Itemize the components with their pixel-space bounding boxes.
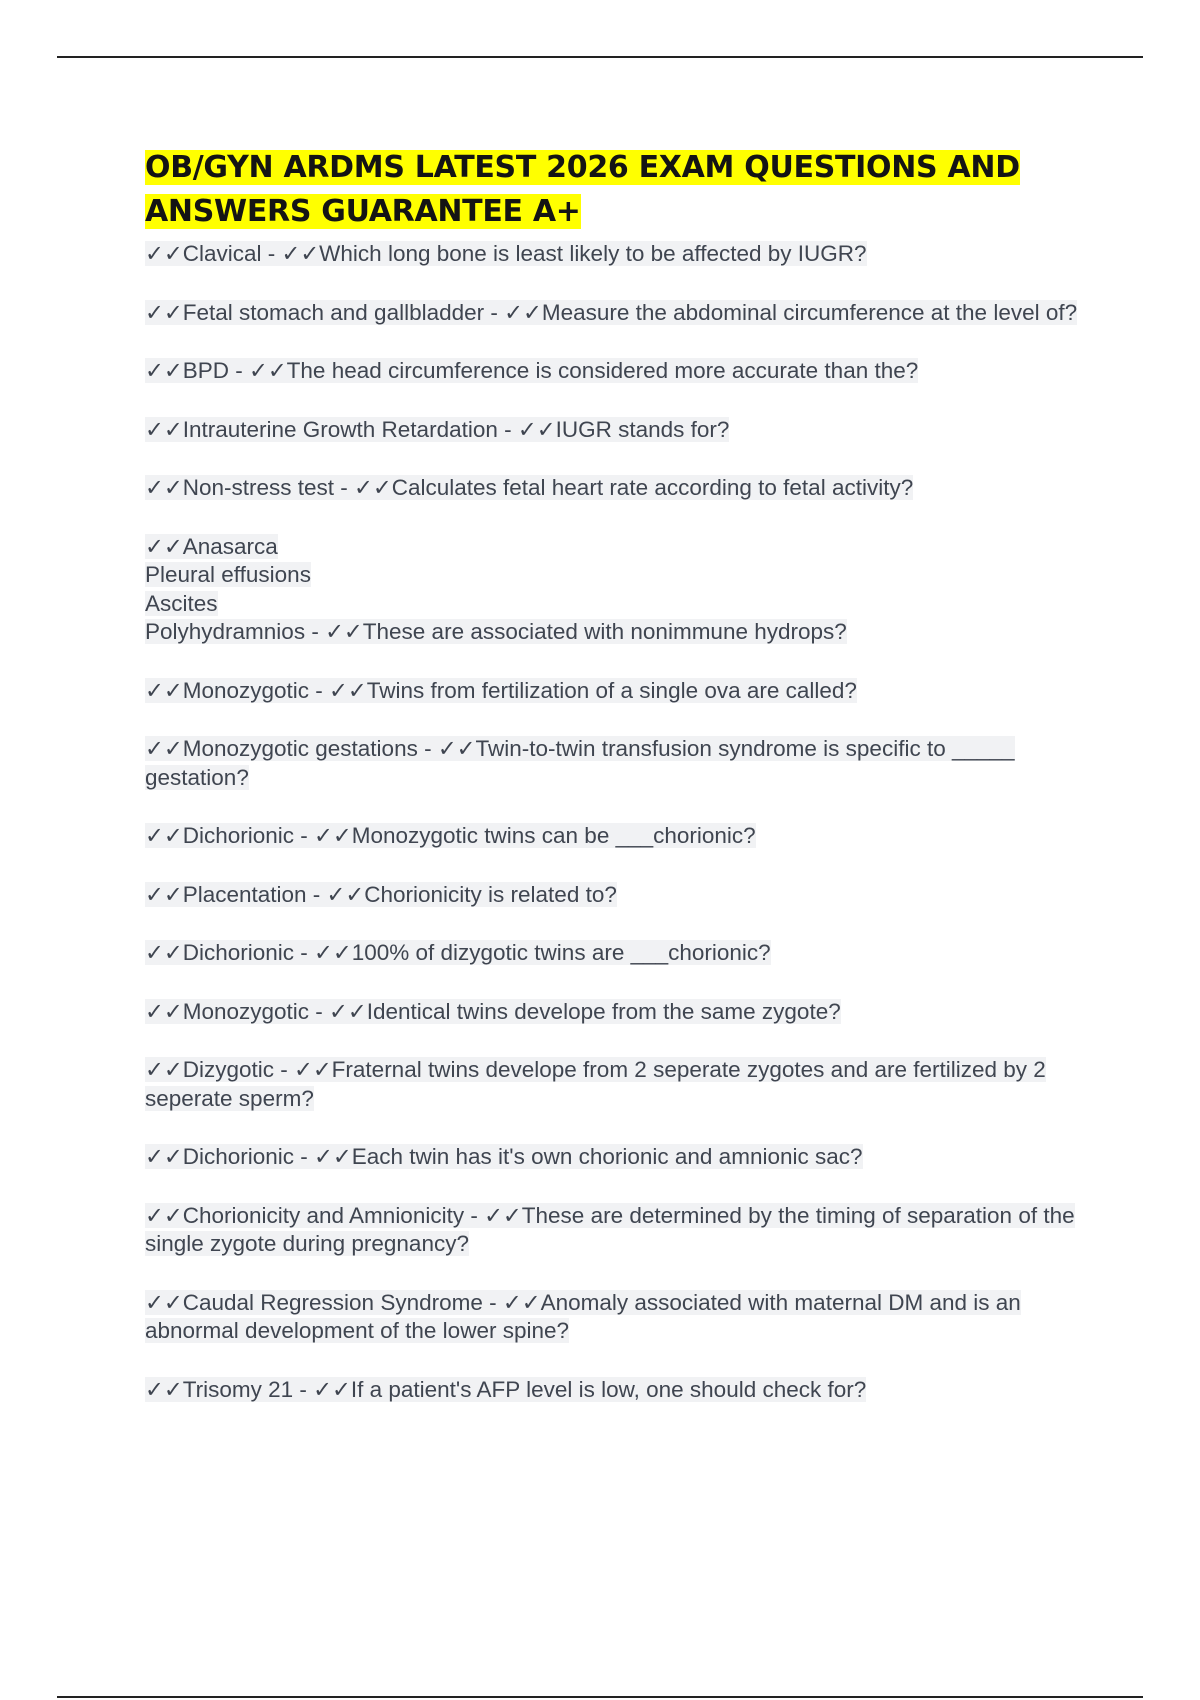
qa-item xyxy=(145,677,1095,706)
document-title xyxy=(145,146,1095,234)
qa-item-text: ✓✓Chorionicity and Amnionicity - ✓✓These are determined by the timing of separation of the single zygote during pregnancy? xyxy=(145,1202,1075,1256)
qa-item-text: ✓✓Dichorionic - ✓✓100% of dizygotic twins are ___chorionic? xyxy=(145,940,771,965)
qa-item xyxy=(145,1143,1095,1172)
qa-item-text: ✓✓Monozygotic - ✓✓Twins from fertilization of a single ova are called? xyxy=(145,677,857,703)
qa-item xyxy=(145,299,1095,328)
qa-item xyxy=(145,998,1095,1027)
qa-item xyxy=(145,416,1095,445)
qa-item xyxy=(145,939,1095,968)
qa-item-text: ✓✓BPD - ✓✓The head circumference is considered more accurate than the? xyxy=(145,358,919,383)
document-body xyxy=(145,146,1095,1434)
qa-item-text: ✓✓Dichorionic - ✓✓Each twin has it's own chorionic and amnionic sac? xyxy=(145,1144,863,1169)
qa-item xyxy=(145,822,1095,851)
qa-item-text: ✓✓Non-stress test - ✓✓Calculates fetal heart rate according to fetal activity? xyxy=(145,475,914,500)
qa-item-text: ✓✓Caudal Regression Syndrome - ✓✓Anomaly associated with maternal DM and is an abnormal development of the lower spine? xyxy=(145,1289,1021,1343)
qa-item xyxy=(145,533,1095,647)
qa-item-text: ✓✓Placentation - ✓✓Chorionicity is related to? xyxy=(145,881,617,907)
qa-item xyxy=(145,240,1095,269)
qa-item-text: ✓✓Dizygotic - ✓✓Fraternal twins develope from 2 seperate zygotes and are fertilized by 2 seperate sperm? xyxy=(145,1057,1046,1111)
qa-item xyxy=(145,1289,1095,1346)
qa-list xyxy=(145,240,1095,1404)
qa-item-text: ✓✓Intrauterine Growth Retardation - ✓✓IUGR stands for? xyxy=(145,416,730,442)
qa-item-text: ✓✓Anasarca Pleural effusions Ascites Polyhydramnios - ✓✓These are associated with nonimmune hydrops? xyxy=(145,533,847,644)
qa-item xyxy=(145,1202,1095,1259)
qa-item xyxy=(145,1056,1095,1113)
qa-item-text: ✓✓Dichorionic - ✓✓Monozygotic twins can be ___chorionic? xyxy=(145,823,756,848)
qa-item-text: ✓✓Monozygotic gestations - ✓✓Twin-to-twin transfusion syndrome is specific to _____ gestation? xyxy=(145,736,1015,790)
qa-item xyxy=(145,735,1095,792)
qa-item-text: ✓✓Monozygotic - ✓✓Identical twins develope from the same zygote? xyxy=(145,998,841,1024)
qa-item-text: ✓✓Fetal stomach and gallbladder - ✓✓Measure the abdominal circumference at the level of? xyxy=(145,299,1078,325)
document-title-text: OB/GYN ARDMS LATEST 2026 EXAM QUESTIONS AND ANSWERS GUARANTEE A+ xyxy=(145,150,1020,229)
qa-item xyxy=(145,474,1095,503)
footer-rule xyxy=(57,1696,1143,1698)
header-rule xyxy=(57,56,1143,58)
qa-item-text: ✓✓Trisomy 21 - ✓✓If a patient's AFP level is low, one should check for? xyxy=(145,1376,867,1402)
qa-item xyxy=(145,1376,1095,1405)
qa-item xyxy=(145,881,1095,910)
qa-item xyxy=(145,357,1095,386)
qa-item-text: ✓✓Clavical - ✓✓Which long bone is least likely to be affected by IUGR? xyxy=(145,241,867,266)
